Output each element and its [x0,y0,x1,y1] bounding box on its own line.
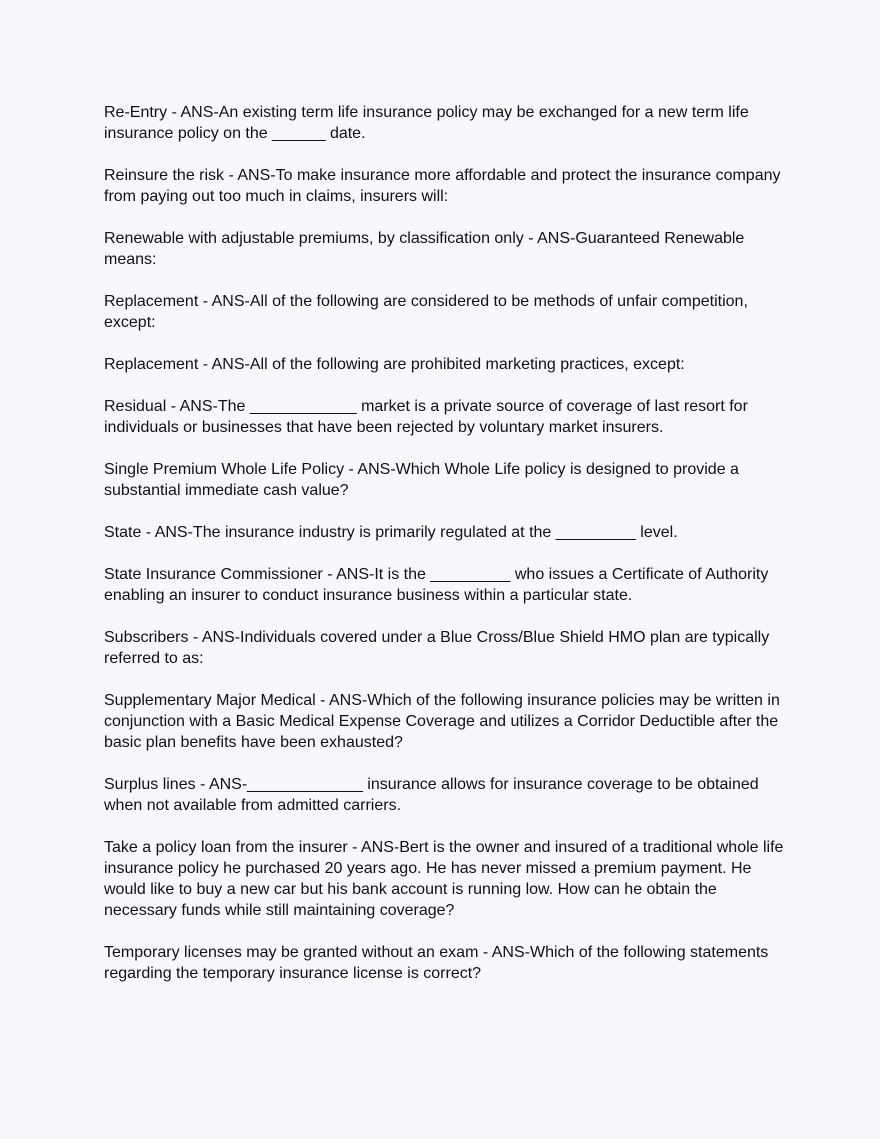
qa-entry [104,291,880,333]
entry-line: insurance policy he purchased 20 years ago. He has never missed a premium payment. He [104,860,752,877]
qa-entry [104,228,880,270]
entry-line: from paying out too much in claims, insurers will: [104,188,449,205]
entry-line: insurance policy on the ______ date. [104,125,366,142]
entry-line: means: [104,251,157,268]
entry-line: Supplementary Major Medical - ANS-Which of the following insurance policies may be written in [104,692,780,709]
entry-line: Re-Entry - ANS-An existing term life insurance policy may be exchanged for a new term life [104,104,749,121]
qa-entry [104,627,880,669]
entry-line: State Insurance Commissioner - ANS-It is the _________ who issues a Certificate of Authority [104,566,769,583]
entry-line: basic plan benefits have been exhausted? [104,734,403,751]
qa-entry [104,522,880,543]
entry-line: referred to as: [104,650,204,667]
entry-line: Renewable with adjustable premiums, by classification only - ANS-Guaranteed Renewable [104,230,745,247]
qa-entry [104,459,880,501]
entry-line: individuals or businesses that have been rejected by voluntary market insurers. [104,419,664,436]
entry-line: except: [104,314,156,331]
qa-entry [104,396,880,438]
qa-entry [104,564,880,606]
entry-line: Single Premium Whole Life Policy - ANS-Which Whole Life policy is designed to provide a [104,461,739,478]
entry-line: necessary funds while still maintaining coverage? [104,902,455,919]
qa-entry [104,102,880,144]
qa-entry [104,354,880,375]
entry-line: Replacement - ANS-All of the following are considered to be methods of unfair competition, [104,293,748,310]
qa-entry [104,942,880,984]
entry-line: Subscribers - ANS-Individuals covered under a Blue Cross/Blue Shield HMO plan are typically [104,629,770,646]
entry-line: Take a policy loan from the insurer - ANS-Bert is the owner and insured of a traditional whole life [104,839,784,856]
qa-entry [104,690,880,753]
entry-line: enabling an insurer to conduct insurance business within a particular state. [104,587,633,604]
qa-entry [104,165,880,207]
entry-line: would like to buy a new car but his bank account is running low. How can he obtain the [104,881,717,898]
entry-line: Residual - ANS-The ____________ market is a private source of coverage of last resort for [104,398,748,415]
entry-line: substantial immediate cash value? [104,482,349,499]
entry-line: Temporary licenses may be granted without an exam - ANS-Which of the following statements [104,944,769,961]
entry-line: regarding the temporary insurance license is correct? [104,965,482,982]
entry-line: conjunction with a Basic Medical Expense Coverage and utilizes a Corridor Deductible after the [104,713,779,730]
entry-line: State - ANS-The insurance industry is primarily regulated at the _________ level. [104,524,678,541]
entry-line: Surplus lines - ANS-_____________ insurance allows for insurance coverage to be obtained [104,776,759,793]
entry-line: Replacement - ANS-All of the following are prohibited marketing practices, except: [104,356,685,373]
qa-entry [104,837,880,921]
entry-line: when not available from admitted carriers. [104,797,402,814]
entry-line: Reinsure the risk - ANS-To make insurance more affordable and protect the insurance company [104,167,781,184]
qa-entry [104,774,880,816]
